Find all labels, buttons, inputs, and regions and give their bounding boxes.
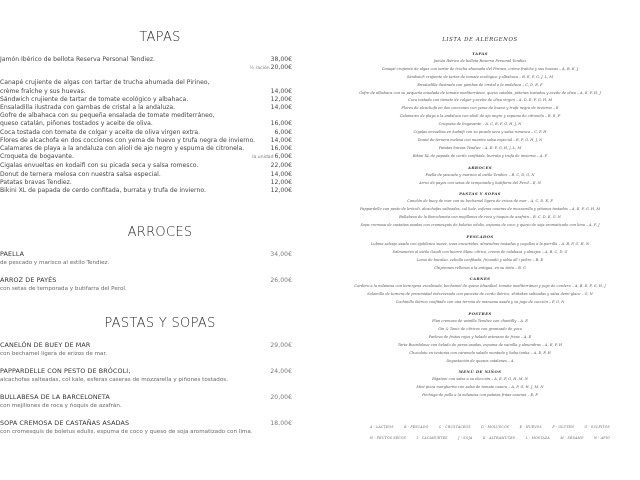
- menu-item-name: queso catalán, piñones tostados y aceite de oliva.: [0, 120, 153, 128]
- dish-name: SOPA CREMOSA DE CASTAÑAS ASADAS: [0, 419, 130, 427]
- allergen-line: Pavlova de frutos rojos y helado artesano de fresa – A, E: [428, 334, 532, 339]
- allergens-list: [320, 50, 640, 400]
- allergen-line: Coca tostada con tomate de colgar y aceite de oliva virgen – A, D, E, F, G, H, M: [407, 98, 553, 103]
- arroces-list: [0, 250, 292, 302]
- price-value: 22,00€: [270, 162, 292, 170]
- menu-item-name: Calamares de playa a la andaluza con alioli de ajo negro y espuma de citronela.: [0, 145, 245, 153]
- allergen-line: Cordero a la milanesa con berenjena escalivada, bechamel de queso Idiazábal, tomate mediterráneo y jugo de cordero – A, B, E, F, G, H, J: [354, 284, 606, 289]
- allergen-line: Bullabesa de la Barceloneta con mejillones de roca y ñoquis de azafrán – B, C, D, E, G, N: [399, 215, 561, 220]
- menu-item-name: Gofre de albahaca con su pequeña ensalada de tomate mediterráneo,: [0, 112, 215, 120]
- menu-item-name: Cigalas envueltas en kodaifi con su picada seca y salsa romesco.: [0, 162, 199, 170]
- menu-item-row: [0, 153, 292, 162]
- menu-dish: [0, 250, 292, 267]
- allergen-legend: [370, 425, 610, 440]
- allergen-line: Jamón Ibérico de bellota Reserva Personal Tendiez: [433, 58, 527, 63]
- dish-header: [0, 276, 292, 285]
- allergen-line: Degustación de quesos catalanes – A: [446, 358, 514, 363]
- allergen-line: Rigatoni con salsa a su elección – A, E, F, G, H, M, N: [432, 377, 528, 382]
- allergen-line: Canelón de buey de mar con su bechamel ligera de erizos de mar – A, C, D, E, F: [407, 199, 553, 204]
- allergen-line: Pappardelle con pesto de brócoli, alcachofas salteadas, col kale, esferas caseras de mozzarella y piñones tostados – A, E, F, G, H, M: [359, 207, 601, 212]
- legend-item: D - MOLUSCOS: [481, 425, 510, 429]
- menu-item-row: [0, 112, 292, 120]
- dish-name: ARROZ DE PAYÉS: [0, 276, 57, 284]
- menu-item-row: [0, 104, 292, 112]
- menu-item-name: Bikini XL de papada de cerdo confitada, burrata y trufa de invierno.: [0, 187, 206, 195]
- menu-item-price: [271, 179, 292, 187]
- dish-description: con cromesquis de boletus edulis, espuma de coco y queso de soja aromatizado con lima.: [0, 429, 253, 435]
- menu-item-name: Ensaladilla ilustrada con gambas de cristal a la andaluza.: [0, 104, 176, 112]
- dish-price: 29,00€: [270, 342, 292, 349]
- price-qualifier: la unidad: [252, 155, 274, 161]
- dish-description: de pescado y marisco al estilo Tendiez.: [0, 260, 110, 266]
- menu-item-name: Flores de alcachofa en dos cocciones con yema de huevo y trufa negra de invierno.: [0, 136, 256, 144]
- allergen-line: Croqueta de bogavante – A, C, E, F, G, H, J, N: [438, 122, 522, 127]
- menu-item-row: [0, 179, 292, 187]
- dish-price: 18,00€: [270, 420, 292, 427]
- menu-item-price: [275, 129, 292, 137]
- legend-item: J - SOJA: [458, 436, 473, 440]
- price-value: 6,00€: [274, 128, 292, 136]
- menu-item-price: [252, 153, 292, 162]
- allergen-line: Cochinillo ibérico confitado con una terrina de manzana asada y su jugo de cocción – F, G, N: [395, 300, 565, 305]
- allergen-line: Calamares de playa a la andaluza con alioli de ajo negro y espuma de citronela – B, E, F: [399, 114, 561, 119]
- price-value: 16,00€: [270, 120, 292, 128]
- menu-item-price: [271, 104, 292, 112]
- menu-item-price: [271, 120, 292, 128]
- allergen-section-title: MENÚ DE NIÑOS: [458, 369, 502, 375]
- menu-dish: [0, 341, 292, 358]
- dish-header: [0, 393, 292, 402]
- allergen-line: Pechuga de pollo a la milanesa con patatas fritas caseras – E, F: [422, 393, 538, 398]
- legend-item: I - CACAHUETES: [416, 436, 448, 440]
- allergen-line: Chipirones rellenos a la antigua, en su tinta – B, G: [434, 265, 526, 270]
- price-value: 14,00€: [270, 104, 292, 112]
- menu-item-price: [271, 56, 292, 64]
- allergen-section-title: ARROCES: [467, 164, 493, 170]
- menu-item-row: [0, 120, 292, 128]
- legend-item: K - ALTRAMUCES: [482, 436, 516, 440]
- allergen-section-title: POSTRES: [468, 311, 492, 317]
- dish-description: con mejillones de roca y ñoquis de azafrán.: [0, 403, 122, 409]
- allergen-section-title: PASTAS Y SOPAS: [459, 191, 501, 197]
- dish-name: CANELÓN DE BUEY DE MAR: [0, 341, 91, 349]
- menu-item-price: [271, 88, 292, 96]
- allergen-line: Mini pizza margherita con salsa de tomate casero – A, F, G, H, J, M, N: [416, 385, 544, 390]
- dish-header: [0, 367, 292, 376]
- legend-item: G - SULFITOS: [584, 425, 610, 429]
- menu-dish: [0, 276, 292, 293]
- menu-item-row: [0, 187, 292, 195]
- allergen-line: Gin & Tonic de cítricos con granizado de yuzu: [438, 326, 522, 331]
- legend-row-1: [370, 425, 610, 429]
- allergen-line: Salmonetes al estilo Gaudí con beurre blanc cítrico, crema de calabaza y almejas – A, B, C, D, G: [392, 249, 568, 254]
- dish-name: PAELLA: [0, 250, 25, 258]
- dish-header: [0, 250, 292, 259]
- price-value: 14,00€: [270, 170, 292, 178]
- menu-item-name: Donut de ternera melosa con nuestra salsa especial.: [0, 170, 161, 178]
- menu-item-price: [271, 187, 292, 195]
- legend-item: F - GLUTEN: [552, 425, 575, 429]
- menu-item-price: [271, 96, 292, 104]
- legend-item: N - APIO: [594, 436, 610, 440]
- price-value: 14,00€: [270, 87, 292, 95]
- legend-row-2: [370, 436, 610, 440]
- allergen-line: Solomillo de ternera de proximidad entreverado con panceta de cerdo ibérico, shiitakes salteadas y salsa demi-glace – G, N: [367, 292, 593, 297]
- menu-item-price: [271, 162, 292, 170]
- allergen-line: Sopa cremosa de castañas asadas con cromesquis de boletus edulis, espuma de coco y queso de soja aromatizado con lima – A, F, J: [360, 223, 600, 228]
- allergen-line: Bikini XL de papada de cerdo confitada, burrata y trufa de invierno – A, F: [412, 153, 548, 158]
- menu-item-name: Patatas bravas Tendiez.: [0, 178, 72, 186]
- dish-description: con setas de temporada y butifarra del Perol.: [0, 286, 127, 292]
- legend-item: M - SÉSAMO: [560, 436, 584, 440]
- menu-item-price: [271, 137, 292, 145]
- pastas-list: [0, 341, 292, 445]
- menu-item-name: Coca tostada con tomate de colgar y aceite de oliva virgen extra.: [0, 128, 201, 136]
- allergen-line: Sándwich crujiente de tartar de tomate ecológico y albahaca – B, E, F, G, J, L, M: [406, 74, 554, 79]
- dish-name: PAPPARDELLE CON PESTO DE BRÓCOLI,: [0, 367, 131, 375]
- allergens-title: LISTA DE ALÉRGENOS: [442, 37, 518, 43]
- allergen-line: Donut de ternera melosa con nuestra salsa especial – E, F, G, H, J, N: [417, 137, 543, 142]
- legend-item: A - LÁCTEOS: [370, 425, 394, 429]
- dish-price: 24,00€: [270, 368, 292, 375]
- menu-dish: [0, 393, 292, 410]
- allergen-line: Chocolate en texturas con caramelo salado montado y haba tonka – A, E, F, H: [409, 350, 551, 355]
- price-value: 12,00€: [270, 95, 292, 103]
- menu-item-price: [250, 64, 292, 73]
- menu-dish: [0, 367, 292, 384]
- allergen-line: Canapé crujiente de algas con tartar de trucha ahumada del Pirineo, crème fraîche y sus huevas – A, B, E, J: [381, 66, 579, 71]
- menu-item-row: [0, 56, 292, 64]
- dish-price: 20,00€: [270, 394, 292, 401]
- price-value: 20,00€: [270, 64, 292, 72]
- menu-item-row: [0, 129, 292, 137]
- dish-header: [0, 419, 292, 428]
- menu-item-name: Jamón Ibérico de bellota Reserva Personal Tendiez.: [0, 56, 155, 63]
- menu-dish: [0, 419, 292, 436]
- allergen-line: Flores de alcachofa en dos cocciones con yema de huevo y trufa negra de invierno – E: [401, 106, 559, 111]
- legend-item: L - MOSTAZA: [525, 436, 550, 440]
- legend-item: H - FRUTOS SECOS: [370, 436, 407, 440]
- dish-price: 26,00€: [270, 277, 292, 284]
- menu-item-name: Canapé crujiente de algas con tartar de trucha ahumada del Pirineo,: [0, 79, 210, 87]
- allergen-line: Lomo de bacalao, cebolla confitada, fricandó y salsa all i pebre – B, E: [416, 257, 544, 262]
- tapas-heading: TAPAS: [139, 30, 181, 45]
- menu-item-row: [0, 171, 292, 179]
- menu-item-row: [0, 79, 292, 87]
- allergen-line: Tarta Bourdaloue con helado de peras asadas, espuma de vainilla y almendras – A, E, F, H: [397, 342, 563, 347]
- dish-price: 34,00€: [270, 251, 292, 258]
- menu-item-price: [271, 145, 292, 153]
- menu-item-price: [271, 171, 292, 179]
- allergen-section-title: TAPAS: [472, 51, 488, 56]
- menu-item-name: Sándwich crujiente de tartar de tomate ecológico y albahaca.: [0, 95, 189, 103]
- menu-item-row: [0, 96, 292, 104]
- price-value: 12,00€: [270, 178, 292, 186]
- menu-item-row: [0, 145, 292, 153]
- tapas-list: [0, 56, 292, 195]
- price-value: 6,00€: [274, 153, 292, 161]
- legend-item: E - HUEVOS: [519, 425, 542, 429]
- dish-name: BULLABESA DE LA BARCELONETA: [0, 393, 110, 401]
- menu-item-row: [0, 137, 292, 145]
- dish-description: alcachofas salteadas, col kale, esferas caseras de mozzarella y piñones tostados.: [0, 377, 228, 383]
- arroces-heading: ARROCES: [127, 225, 193, 240]
- allergen-line: Lubina salvaje asada con ajoblanco suave, uvas encurtidas, almendras tostadas y cogollos a la parrilla – A, B, F, G, H, N: [370, 241, 590, 246]
- allergen-line: Patatas bravas Tendiez – A, E, F, G, H, J, L, M: [438, 145, 522, 150]
- allergen-section-title: PESCADOS: [466, 233, 494, 239]
- allergen-line: Cigalas envueltas en kadaifi con su picada seca y salsa romesco – C, F, H: [413, 130, 547, 135]
- price-value: 38,00€: [270, 56, 292, 63]
- dish-description: con bechamel ligera de erizos de mar.: [0, 351, 108, 357]
- allergen-section-title: CARNES: [469, 276, 491, 282]
- allergen-line: Paella de pescado y marisco al estilo Tendiez – B, C, D, G, N: [425, 172, 535, 177]
- menu-item-row: [0, 64, 292, 73]
- menu-item-row: [0, 88, 292, 96]
- legend-item: B - PESCADO: [404, 425, 429, 429]
- allergens-page: [320, 0, 640, 480]
- price-value: 16,00€: [270, 145, 292, 153]
- dish-header: [0, 341, 292, 350]
- allergen-line: Ensaladilla ilustrada con gambas de cristal a la andaluza – C, D, E, F: [417, 82, 543, 87]
- menu-item-name: Croqueta de bogavante.: [0, 153, 74, 161]
- allergen-line: Arroz de payés con setas de temporada y butifarra del Perol – E, N: [419, 180, 541, 185]
- price-value: 14,00€: [270, 136, 292, 144]
- price-value: 12,00€: [270, 187, 292, 195]
- price-qualifier: ½ ración: [249, 66, 270, 72]
- legend-item: C - CRUSTÁCEOS: [438, 425, 471, 429]
- menu-item-name: crème fraîche y sus huevas.: [0, 87, 86, 95]
- allergen-line: Gofre de albahaca con su pequeña ensalada de tomate mediterráneo, queso catalán, piñones tostados y aceite de oliva – A, E, F, H, J: [359, 90, 601, 95]
- pastas-heading: PASTAS Y SOPAS: [104, 316, 216, 331]
- allergen-line: Flan cremoso de vainilla Tendiez con chantilly – A, E: [432, 319, 528, 323]
- menu-item-row: [0, 162, 292, 170]
